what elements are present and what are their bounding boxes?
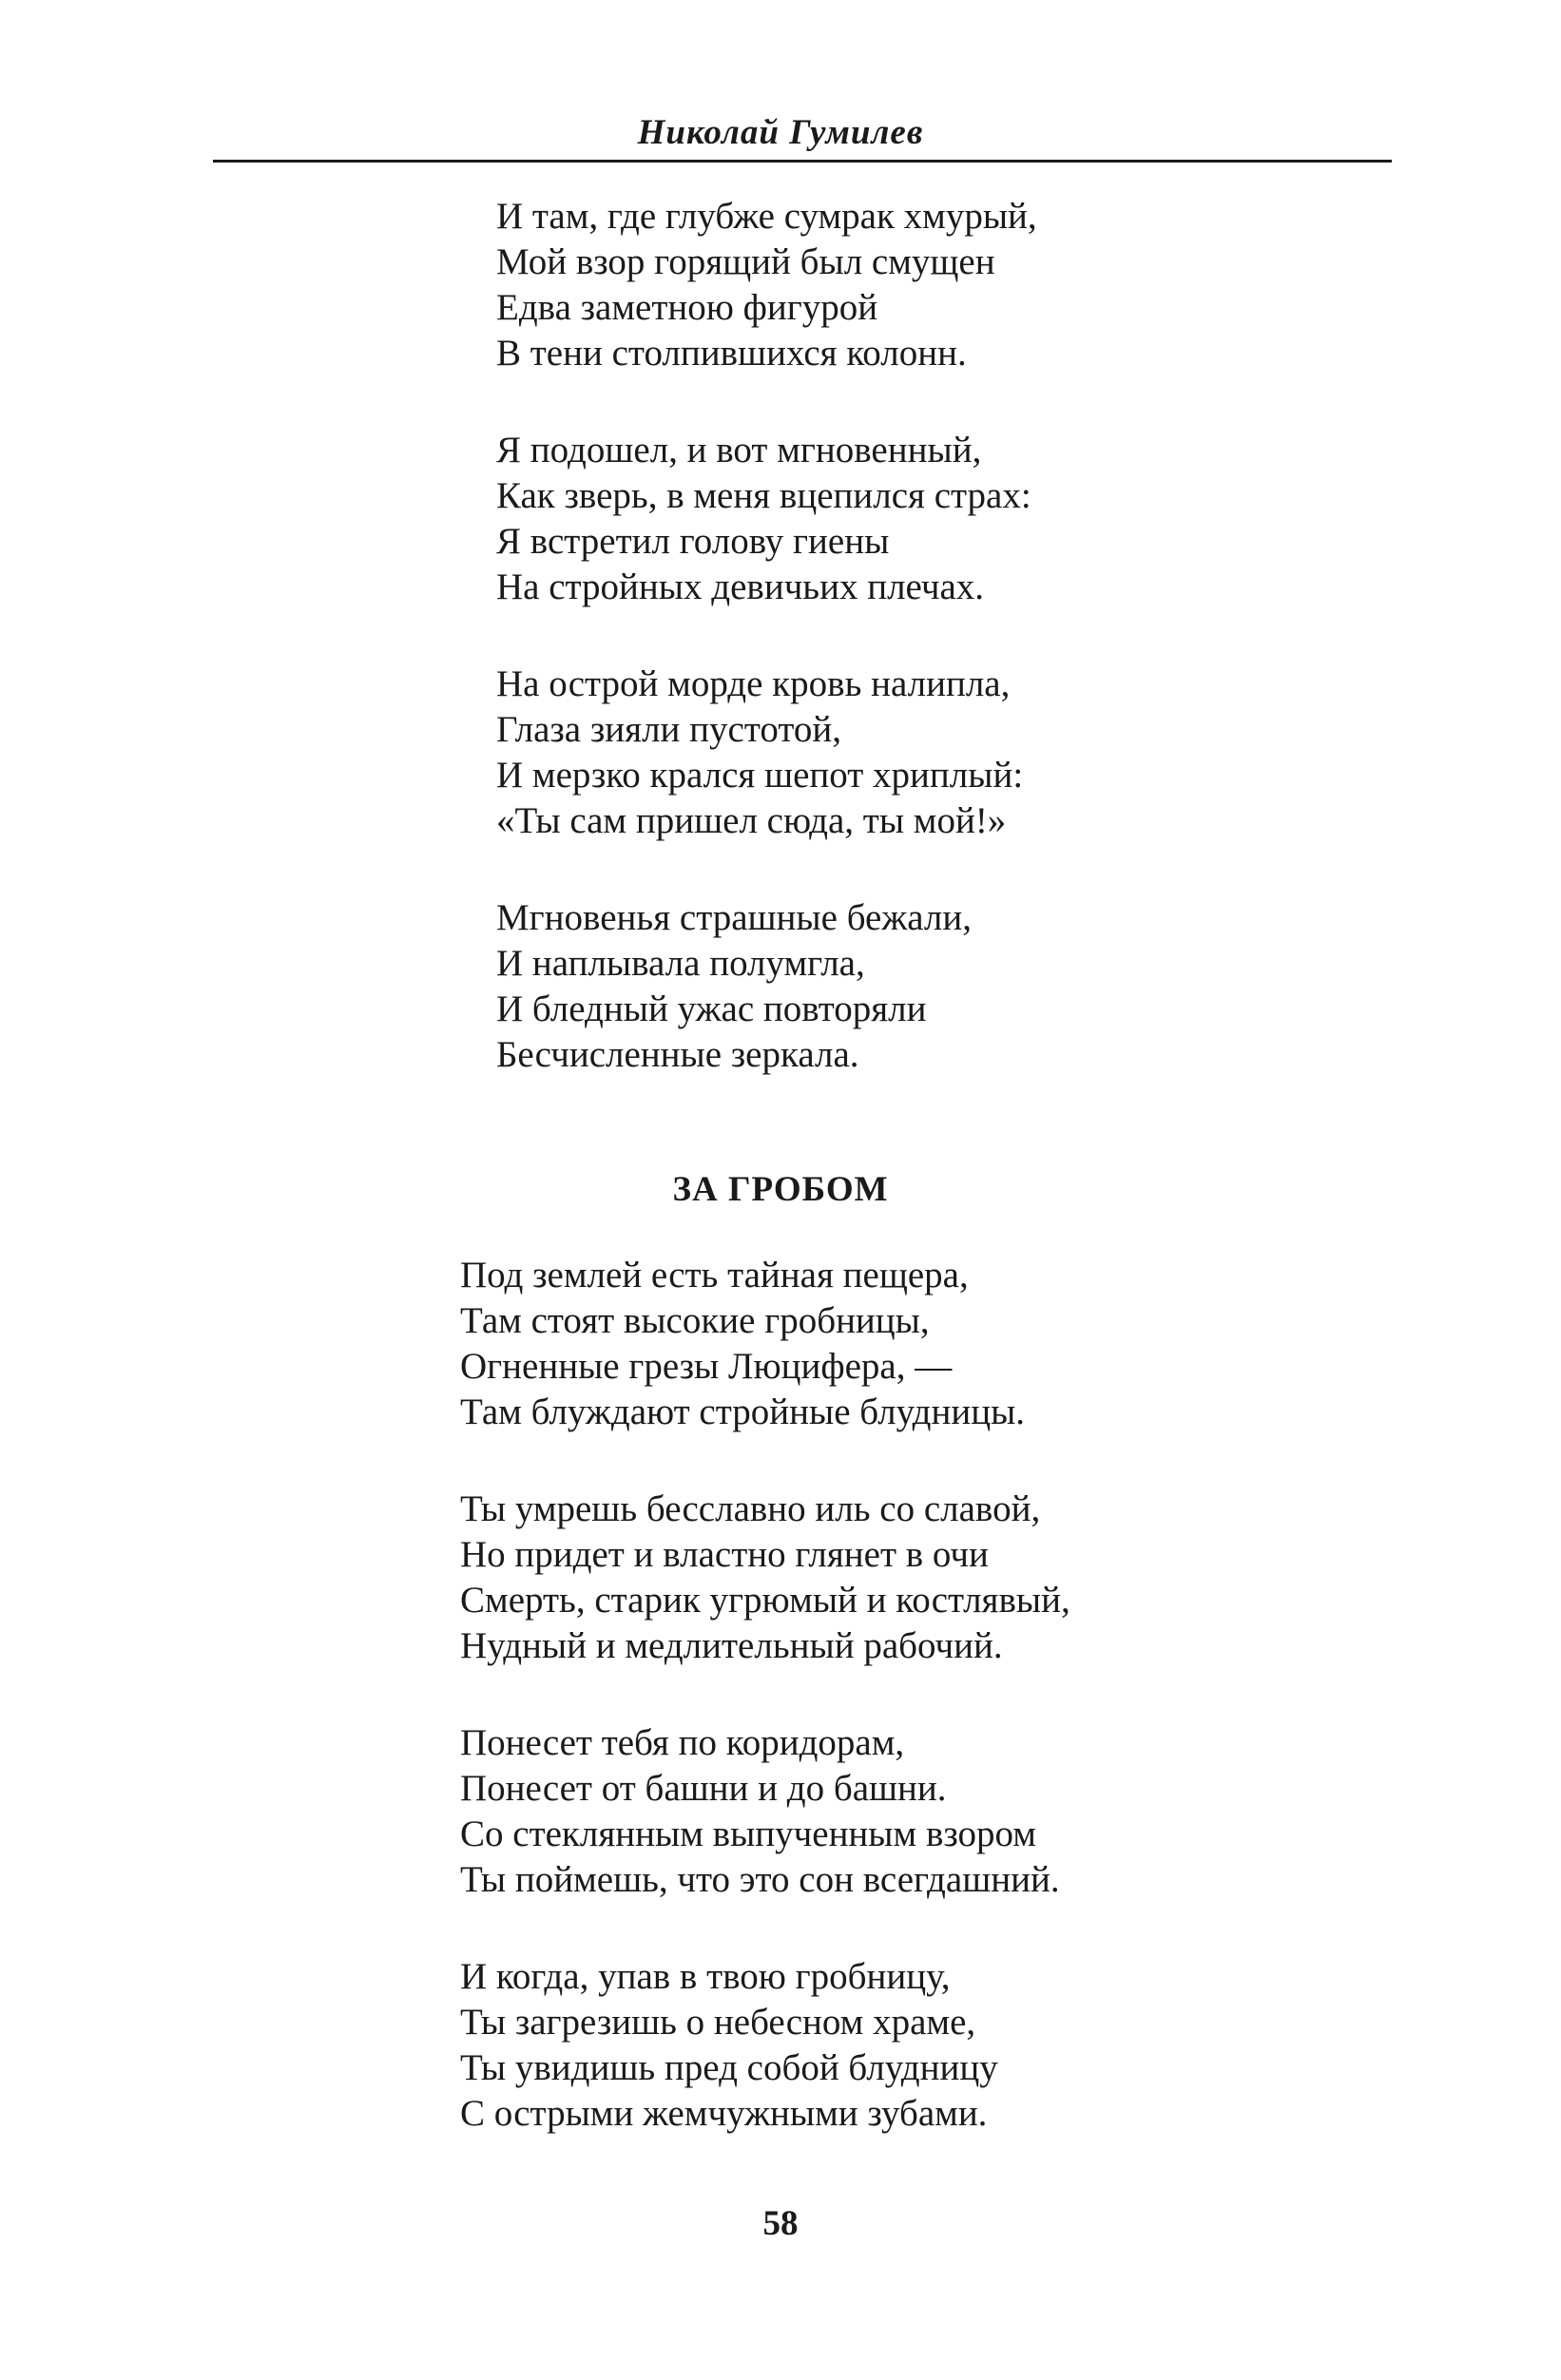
verse-line: На острой морде кровь налипла,: [496, 663, 1011, 704]
verse-line: Едва заметною фигурой: [496, 287, 878, 328]
verse-line: Ты умрешь бесславно иль со славой,: [460, 1488, 1041, 1529]
verse-line: Под землей есть тайная пещера,: [460, 1255, 969, 1296]
verse-line: Ты загрезишь о небесном храме,: [460, 2002, 976, 2043]
verse-line: Там стоят высокие гробницы,: [460, 1300, 930, 1341]
stanza: [496, 428, 1037, 610]
verse-line: Смерть, старик угрюмый и костлявый,: [460, 1580, 1070, 1621]
verse-line: И бледный ужас повторяли: [496, 988, 927, 1029]
verse-line: Понесет тебя по коридорам,: [460, 1722, 905, 1763]
poem-continued: [496, 194, 1037, 1078]
verse-line: Глаза зияли пустотой,: [496, 709, 841, 750]
verse-line: Я встретил голову гиены: [496, 521, 890, 562]
verse-line: Бесчисленные зеркала.: [496, 1034, 859, 1075]
stanza: [496, 895, 1037, 1078]
stanza: [460, 1253, 1070, 1435]
poem-title: ЗА ГРОБОМ: [672, 1170, 889, 1209]
header-rule: [213, 160, 1392, 163]
verse-line: Со стеклянным выпученным взором: [460, 1814, 1036, 1854]
poem-next: [460, 1253, 1070, 2137]
verse-line: Огненные грезы Люцифера, —: [460, 1346, 953, 1387]
verse-line: Мой взор горящий был смущен: [496, 241, 995, 282]
verse-line: На стройных девичьих плечах.: [496, 566, 985, 607]
verse-line: И там, где глубже сумрак хмурый,: [496, 196, 1037, 237]
verse-line: Я подошел, и вот мгновенный,: [496, 430, 982, 470]
verse-line: В тени столпившихся колонн.: [496, 333, 967, 374]
page-number: 58: [762, 2204, 799, 2243]
verse-line: Там блуждают стройные блудницы.: [460, 1392, 1026, 1432]
verse-line: Нудный и медлительный рабочий.: [460, 1625, 1003, 1666]
verse-line: И мерзко крался шепот хриплый:: [496, 755, 1024, 796]
stanza: [460, 1954, 1070, 2137]
running-head-author: Николай Гумилев: [637, 113, 924, 152]
stanza: [460, 1720, 1070, 1903]
verse-line: Ты поймешь, что это сон всегдашний.: [460, 1859, 1060, 1900]
stanza: [496, 662, 1037, 844]
verse-line: И наплывала полумгла,: [496, 943, 865, 984]
verse-line: С острыми жемчужными зубами.: [460, 2093, 988, 2134]
verse-line: Мгновенья страшные бежали,: [496, 897, 973, 938]
verse-line: «Ты сам пришел сюда, ты мой!»: [496, 800, 1007, 841]
verse-line: Но придет и властно глянет в очи: [460, 1534, 989, 1575]
stanza: [460, 1487, 1070, 1669]
verse-line: Как зверь, в меня вцепился страх:: [496, 475, 1031, 516]
verse-line: И когда, упав в твою гробницу,: [460, 1956, 951, 1997]
verse-line: Ты увидишь пред собой блудницу: [460, 2047, 998, 2088]
stanza: [496, 194, 1037, 376]
verse-line: Понесет от башни и до башни.: [460, 1768, 947, 1809]
